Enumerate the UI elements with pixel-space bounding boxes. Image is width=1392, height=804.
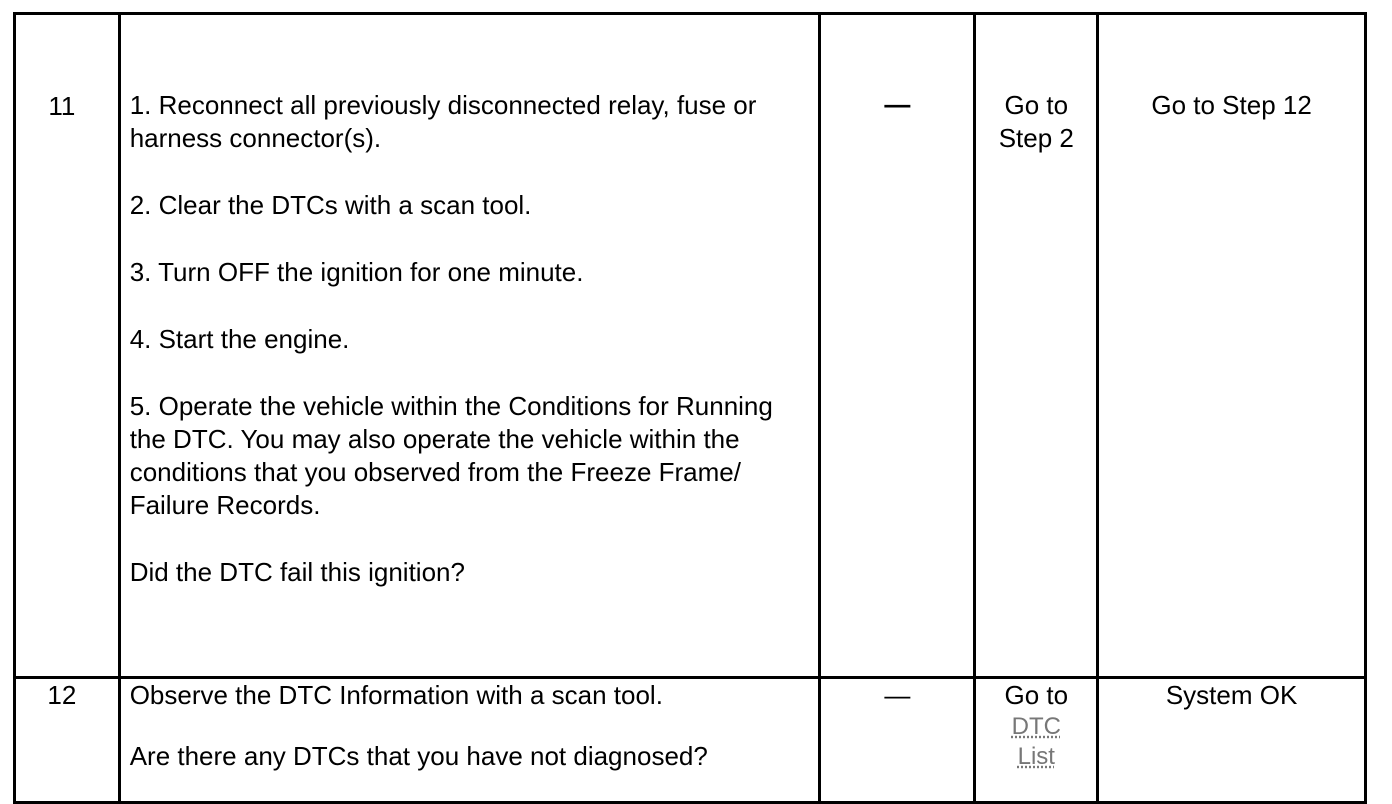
value-cell: — [820,678,975,803]
action-step: 2. Clear the DTCs with a scan tool. [129,190,532,220]
action-question: Did the DTC fail this ignition? [129,557,465,587]
dtc-link-line2: List [1017,743,1055,770]
action-cell [119,14,820,678]
action-cell [119,678,820,803]
table-row [15,678,1366,803]
step-number: 12 [15,678,120,803]
action-step: 4. Start the engine. [129,324,350,354]
action-question: Are there any DTCs that you have not diagnosed? [129,741,708,771]
table-row [15,14,1366,678]
yes-cell: Go to Step 2 [975,14,1098,678]
yes-prefix: Go to [1004,680,1069,710]
value-cell: — [820,14,975,678]
action-step: 3. Turn OFF the ignition for one minute. [129,257,584,287]
step-number: 11 [15,14,120,678]
no-cell: System OK [1098,678,1366,803]
action-step: 5. Operate the vehicle within the Conditions for Running the DTC. You may also operate the vehicle within the conditions that you observed from the Freeze Frame/ Failure Records. [129,391,773,520]
action-step: Observe the DTC Information with a scan tool. [129,680,663,710]
diagnostic-table [13,12,1367,804]
no-cell: Go to Step 12 [1098,14,1366,678]
dtc-link-line1: DTC [1011,713,1061,740]
dtc-list-link[interactable] [976,712,1096,772]
action-step: 1. Reconnect all previously disconnected relay, fuse or harness connector(s). [129,90,757,153]
yes-cell [975,678,1098,803]
